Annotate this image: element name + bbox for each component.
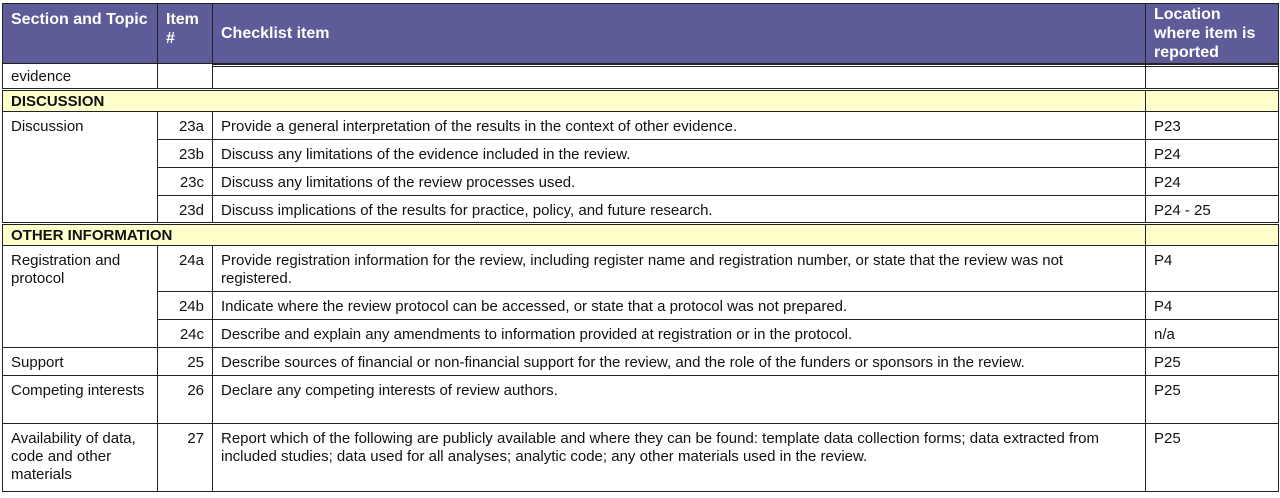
checklist-text: Report which of the following are publicly available and where they can be found: template data collection forms; data extracted from included studies; data used for all analyses; analytic code; any other materials used in the review. — [213, 424, 1146, 492]
table-row — [3, 376, 1279, 424]
table-row — [3, 320, 1279, 348]
topic-cell: Competing interests — [3, 376, 158, 424]
section-location-blank — [1146, 224, 1279, 246]
checklist-text: Discuss implications of the results for practice, policy, and future research. — [213, 196, 1146, 224]
table-row — [3, 140, 1279, 168]
item-number: 24a — [158, 246, 213, 292]
prisma-checklist-table — [2, 3, 1279, 492]
checklist-text: Indicate where the review protocol can be accessed, or state that a protocol was not prepared. — [213, 292, 1146, 320]
table-row — [3, 246, 1279, 292]
location-cell: P25 — [1146, 376, 1279, 424]
location-cell: P23 — [1146, 112, 1279, 140]
checklist-text: Discuss any limitations of the review processes used. — [213, 168, 1146, 196]
checklist-text: Describe sources of financial or non-financial support for the review, and the role of the funders or sponsors in the review. — [213, 348, 1146, 376]
header-checklist-item: Checklist item — [213, 4, 1146, 64]
header-item-number: Item # — [158, 4, 213, 64]
topic-cell: Availability of data, code and other materials — [3, 424, 158, 492]
table-row — [3, 348, 1279, 376]
location-cell: n/a — [1146, 320, 1279, 348]
section-location-blank — [1146, 90, 1279, 112]
checklist-text: Provide a general interpretation of the results in the context of other evidence. — [213, 112, 1146, 140]
table-row — [3, 292, 1279, 320]
table-body — [3, 64, 1279, 492]
continuation-location — [1146, 64, 1279, 90]
header-section-topic: Section and Topic — [3, 4, 158, 64]
table-row — [3, 196, 1279, 224]
location-cell: P24 — [1146, 140, 1279, 168]
item-number: 24b — [158, 292, 213, 320]
location-cell: P4 — [1146, 292, 1279, 320]
item-number: 24c — [158, 320, 213, 348]
topic-cell: Support — [3, 348, 158, 376]
topic-cell: Registration and protocol — [3, 246, 158, 348]
header-location: Location where item is reported — [1146, 4, 1279, 64]
topic-cell: Discussion — [3, 112, 158, 224]
checklist-text: Provide registration information for the review, including register name and registration number, or state that the review was not registered. — [213, 246, 1146, 292]
table-row — [3, 424, 1279, 492]
checklist-text: Discuss any limitations of the evidence included in the review. — [213, 140, 1146, 168]
section-header-other-information — [3, 224, 1279, 246]
continuation-row — [3, 64, 1279, 90]
item-number: 23b — [158, 140, 213, 168]
continuation-text — [213, 64, 1146, 90]
table-header — [3, 4, 1279, 64]
location-cell: P24 — [1146, 168, 1279, 196]
continuation-item — [158, 64, 213, 90]
location-cell: P25 — [1146, 424, 1279, 492]
location-cell: P24 - 25 — [1146, 196, 1279, 224]
checklist-text: Declare any competing interests of review authors. — [213, 376, 1146, 424]
item-number: 23d — [158, 196, 213, 224]
location-cell: P4 — [1146, 246, 1279, 292]
item-number: 23c — [158, 168, 213, 196]
item-number: 27 — [158, 424, 213, 492]
section-header-discussion — [3, 90, 1279, 112]
table-row — [3, 112, 1279, 140]
item-number: 25 — [158, 348, 213, 376]
section-title: DISCUSSION — [3, 90, 1146, 112]
section-title: OTHER INFORMATION — [3, 224, 1146, 246]
location-cell: P25 — [1146, 348, 1279, 376]
item-number: 26 — [158, 376, 213, 424]
continuation-topic: evidence — [3, 64, 158, 90]
checklist-text: Describe and explain any amendments to information provided at registration or in the protocol. — [213, 320, 1146, 348]
item-number: 23a — [158, 112, 213, 140]
table-row — [3, 168, 1279, 196]
